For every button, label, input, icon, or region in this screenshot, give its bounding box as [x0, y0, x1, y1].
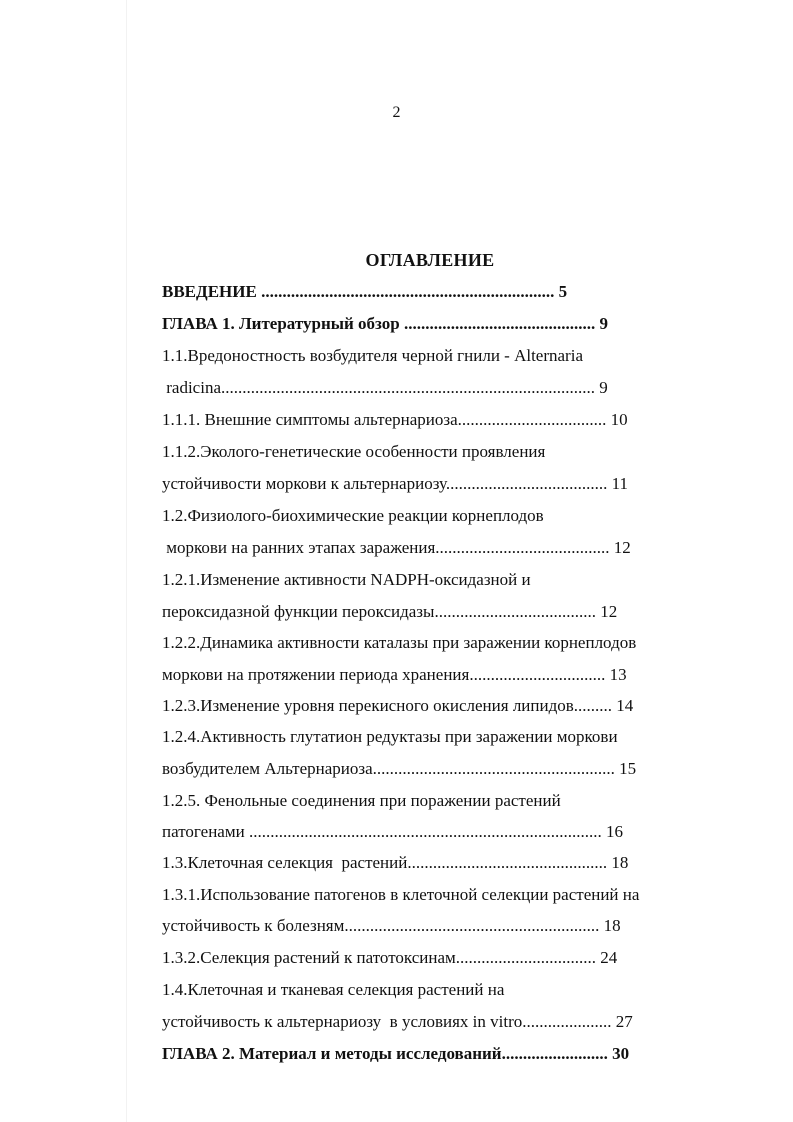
toc-leader-dots: ......................... [501, 1044, 613, 1063]
toc-entry-title: ГЛАВА 1. Литературный обзор [162, 314, 400, 333]
toc-page-number: 10 [610, 410, 628, 429]
toc-entry-title: radicina [162, 378, 221, 397]
toc-page-number: 18 [611, 853, 629, 872]
toc-leader-dots: ......................................... [435, 538, 614, 557]
toc-entry [162, 947, 617, 969]
toc-page-number: 18 [603, 916, 621, 935]
toc-leader-dots: ...................................... [434, 602, 601, 621]
toc-page-number: 12 [613, 538, 631, 557]
toc-page-number: 9 [599, 314, 608, 333]
toc-entry [162, 313, 608, 335]
toc-entry [162, 377, 608, 399]
toc-entry [162, 884, 639, 906]
toc-entry-title: 1.4.Клеточная и тканевая селекция растений на [162, 980, 505, 999]
toc-title: ОГЛАВЛЕНИЕ [365, 250, 495, 270]
toc-entry-title: пероксидазной функции пероксидазы [162, 602, 435, 621]
toc-entry [162, 695, 633, 717]
toc-entry-title: моркови на ранних этапах заражения [162, 538, 436, 557]
toc-entry-title: 1.2.1.Изменение активности NADPH-оксидазной и [162, 570, 531, 589]
toc-leader-dots: ...................................... [445, 474, 612, 493]
toc-page-number: 9 [599, 378, 608, 397]
toc-entry-title: ГЛАВА 2. Материал и методы исследований [162, 1044, 502, 1063]
toc-entry-title: 1.2.2.Динамика активности каталазы при заражении корнеплодов [162, 633, 637, 652]
toc-entry [162, 537, 631, 559]
toc-entry [162, 915, 621, 937]
toc-entry-title: 1.1.1. Внешние симптомы альтернариоза [162, 410, 458, 429]
toc-leader-dots: ................................ [469, 665, 610, 684]
toc-entry [162, 505, 544, 527]
toc-leader-dots: ......... [573, 696, 617, 715]
toc-leader-dots: ................................................................................... [244, 822, 606, 841]
toc-leader-dots: ..................................................................... [256, 282, 559, 301]
toc-leader-dots: ..................... [522, 1012, 616, 1031]
toc-entry-title: моркови на протяжении периода хранения [162, 665, 470, 684]
toc-entry-title: возбудителем Альтернариоза [162, 759, 373, 778]
toc-leader-dots: ............................................. [399, 314, 600, 333]
toc-entry [162, 726, 618, 748]
toc-leader-dots: ................................... [457, 410, 611, 429]
toc-entry-title: 1.3.2.Селекция растений к патотоксинам [162, 948, 456, 967]
toc-entry-title: устойчивость к альтернариозу в условиях in vitro [162, 1012, 523, 1031]
toc-entry-title: 1.2.Физиолого-биохимические реакции корнеплодов [162, 506, 544, 525]
toc-leader-dots: ......................................................... [372, 759, 620, 778]
toc-entry [162, 852, 628, 874]
toc-entry [162, 1043, 629, 1065]
toc-entry [162, 1011, 633, 1033]
toc-page-number: 13 [609, 665, 627, 684]
toc-entry-title: устойчивости моркови к альтернариозу [162, 474, 446, 493]
toc-entry-title: 1.2.4.Активность глутатион редуктазы при заражении моркови [162, 727, 618, 746]
toc-entry [162, 664, 627, 686]
page-number: 2 [392, 104, 401, 121]
toc-entry [162, 979, 504, 1001]
scan-edge-shadow [126, 0, 127, 1122]
toc-leader-dots: ........................................................................................ [221, 378, 600, 397]
toc-entry [162, 441, 545, 463]
toc-page-number: 12 [600, 602, 618, 621]
toc-page-number: 14 [616, 696, 634, 715]
toc-leader-dots: ................................. [455, 948, 601, 967]
toc-leader-dots: ............................................................ [344, 916, 604, 935]
toc-entry [162, 345, 583, 367]
toc-entry-title: 1.2.3.Изменение уровня перекисного окисления липидов [162, 696, 574, 715]
toc-entry [162, 790, 561, 812]
toc-entry [162, 632, 636, 654]
toc-entry [162, 281, 567, 303]
toc-entry-title: ВВЕДЕНИЕ [162, 282, 257, 301]
toc-page-number: 24 [600, 948, 618, 967]
toc-page-number: 30 [612, 1044, 630, 1063]
toc-page-number: 27 [615, 1012, 633, 1031]
toc-entry-title: 1.2.5. Фенольные соединения при поражении растений [162, 791, 561, 810]
toc-entry-title: патогенами [162, 822, 245, 841]
toc-entry-title: 1.1.Вредоностность возбудителя черной гнили - Alternaria [162, 346, 583, 365]
toc-entry [162, 409, 628, 431]
toc-entry-title: 1.1.2.Эколого-генетические особенности проявления [162, 442, 546, 461]
toc-entry-title: 1.3.1.Использование патогенов в клеточной селекции растений на [162, 885, 640, 904]
toc-entry [162, 821, 623, 843]
toc-page-number: 16 [605, 822, 623, 841]
toc-page-number: 15 [619, 759, 637, 778]
toc-leader-dots: ............................................... [407, 853, 612, 872]
toc-page-number: 5 [558, 282, 568, 301]
toc-entry [162, 758, 636, 780]
toc-entry-title: 1.3.Клеточная селекция растений [162, 853, 408, 872]
toc-entry [162, 473, 628, 495]
toc-page-number: 11 [611, 474, 628, 493]
toc-entry-title: устойчивость к болезням [162, 916, 345, 935]
